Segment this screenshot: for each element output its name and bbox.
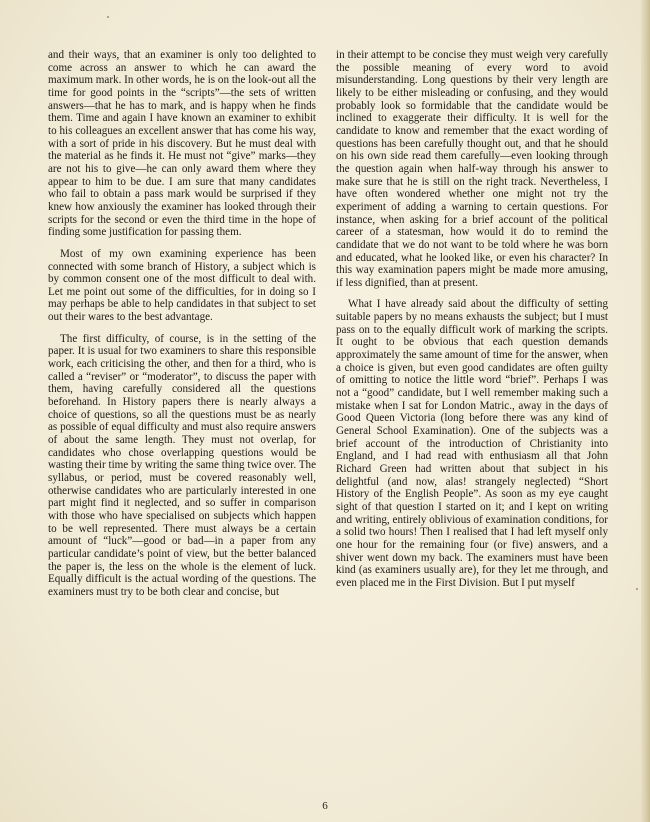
left-paragraph-2: Most of my own examining experience has been connected with some branch of History, a subject which is by common consent one of the most difficult to deal with. Let me point out some of the difficulties, for in doing so I may perhaps be able to help candidates in that subject to set out their wares to the best advantage.: [48, 247, 316, 324]
right-column: [336, 49, 608, 590]
right-paragraph-2: What I have already said about the difficulty of setting suitable papers by no means exhausts the subject; but I must pass on to the equally difficult work of marking the scripts. It ought to be obvious that each question demands approximately the same amount of time for the answer, when a choice is given, but even good candidates are often guilty of omitting to notice the little word “brief”. Perhaps I was not a “good” candidate, but I well remember making such a mistake when I sat for London Matric., away in the days of Good Queen Victoria (long before there was any kind of General School Examination). One of the subjects was a brief account of the introduction of Christianity into England, and I had read with enthusiasm all that John Richard Green had written about that subject in his delightful (and now, alas! strangely neglected) “Short History of the English People”. As soon as my eye caught sight of that question I started on it; and I kept on writing and writing, entirely oblivious of examination conditions, for a solid two hours! Then I realised that I had left myself only one hour for the remaining four (or five) answers, and a shiver went down my back. The examiners must have been kind (as examiners usually are), for they let me through, and even placed me in the First Division. But I put myself: [336, 298, 608, 589]
left-paragraph-1: and their ways, that an examiner is only too delighted to come across an answer to which he can award the maximum mark. In other words, he is on the look-out all the time for good points in the “scripts”—the sets of written answers—that he has to mark, and is happy when he finds them. Time and again I have known an examiner to exhibit to his colleagues an excellent answer that has come his way, with a sort of pride in his discovery. But he must deal with the material as he finds it. He must not “give” marks—they are not his to give—he can only award them where they appear to him to be due. I am sure that many candidates who fail to obtain a pass mark would be surprised if they knew how anxiously the examiner has looked through their scripts for the second or even the third time in the hope of finding some justification for passing them.: [48, 49, 316, 239]
left-paragraph-3: The first difficulty, of course, is in the setting of the paper. It is usual for two examiners to share this responsible work, each criticising the other, and then for a third, who is called a “reviser” or “moderator”, to discuss the paper with them, having carefully considered all the questions beforehand. In History papers there is nearly always a choice of questions, so all the questions must be as nearly as possible of equal difficulty and must also require answers of about the same length. They must not overlap, for candidates who chose overlapping questions would be wasting their time by writing the same thing twice over. The syllabus, or period, must be covered reasonably well, otherwise candidates who are particularly interested in one part might find it neglected, and so suffer in comparison with those who have specialised on subjects which happen to be well represented. There must always be a certain amount of “luck”—good or bad—in a paper from any particular candidate’s point of view, but the better balanced the paper is, the less on the whole is the element of luck. Equally difficult is the actual wording of the questions. The examiners must try to be both clear and concise, but: [48, 332, 316, 598]
page-number: 6: [322, 800, 328, 812]
paper-speck: [107, 16, 109, 18]
right-paragraph-1: in their attempt to be concise they must weigh very carefully the possible meaning of every word to avoid misunderstanding. Long questions by their very length are likely to be either misleading or confusing, and they would probably look so formidable that the candidate would be inclined to exaggerate their difficulty. It is well for the candidate to know and remember that the exact wording of questions has been carefully thought out, and that he should on his own side read them carefully—even looking through the question again when half-way through his answer to make sure that he is still on the right track. Nevertheless, I have often wondered whether one might not try the experiment of adding a warning to certain questions. For instance, when asking for a brief account of the political career of a statesman, how would it do to remind the candidate that we do not want to be told where he was born and educated, what he looked like, or even his character? In this way examination papers might be made more amusing, if less dignified, than at present.: [336, 49, 608, 289]
paper-edge-shadow: [641, 0, 650, 822]
left-column: [48, 49, 316, 599]
paper-speck: [636, 588, 638, 590]
